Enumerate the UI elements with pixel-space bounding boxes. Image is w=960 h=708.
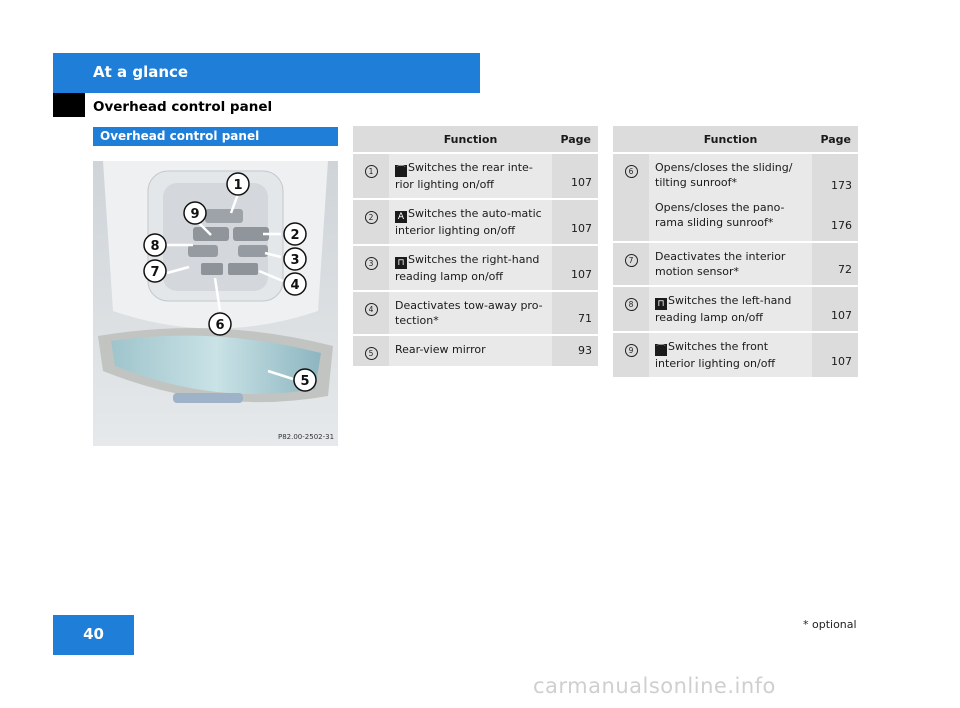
row-number-cell [353,200,389,244]
page-ref[interactable]: 107 [552,154,598,198]
page-ref[interactable]: 107 [812,287,858,331]
callout-7: 7 [150,265,160,280]
table-row [353,292,598,334]
table-row [353,246,598,290]
row-number-cell [353,154,389,198]
spacer [655,190,806,200]
function-cell [389,154,552,198]
row-number-cell [353,246,389,290]
function-text: Switches the auto-matic interior lighting on/off [395,207,542,237]
function-header: Function [649,126,812,152]
row-number: 9 [625,344,638,357]
footnote: * optional [803,618,857,631]
overhead-panel-photo [93,161,338,446]
left-reading-lamp-icon: ⊓ [655,298,667,310]
chapter-title: At a glance [93,63,189,81]
callout-2: 2 [290,228,300,243]
function-cell [649,333,812,377]
function-table-left [353,124,598,368]
row-number-cell [353,292,389,334]
function-cell [389,336,552,366]
num-header [613,126,649,152]
function-text: Deactivates tow-away pro-tection* [395,299,543,327]
row-number-cell [353,336,389,366]
row-number-cell [613,154,649,241]
function-text: Deactivates the interior motion sensor* [655,250,786,278]
page-ref[interactable]: 107 [552,200,598,244]
page-ref[interactable]: 173 [831,179,852,192]
spacer [818,193,852,218]
row-number: 8 [625,298,638,311]
function-text-secondary: Opens/closes the pano-rama sliding sunroof* [655,201,785,229]
callout-8: 8 [150,239,160,254]
num-header [353,126,389,152]
callout-6: 6 [215,318,225,333]
row-number: 6 [625,165,638,178]
page-ref-secondary[interactable]: 176 [831,219,852,232]
photo-reference-code: P82.00-2502-31 [278,433,335,441]
callout-9: 9 [190,207,200,222]
function-cell [389,200,552,244]
auto-interior-light-icon: A [395,211,407,223]
section-title: Overhead control panel [100,129,260,143]
function-cell [389,246,552,290]
row-number-cell [613,333,649,377]
function-cell [389,292,552,334]
page-ref[interactable]: 93 [552,336,598,366]
table-row [613,287,858,331]
function-text: Switches the front interior lighting on/off [655,340,776,370]
function-text: Opens/closes the sliding/ tilting sunroof* [655,161,793,189]
row-number: 7 [625,254,638,267]
page-cell [812,154,858,241]
callout-5: 5 [300,374,310,389]
function-cell [649,287,812,331]
function-text: Switches the left-hand reading lamp on/off [655,294,792,324]
page-subtitle: Overhead control panel [93,99,273,115]
function-cell [649,154,812,241]
right-reading-lamp-icon: ⊓ [395,257,407,269]
function-header: Function [389,126,552,152]
row-number-cell [613,287,649,331]
watermark: carmanualsonline.info [533,674,776,698]
table-row [613,333,858,377]
page-ref[interactable]: 72 [812,243,858,285]
page-ref[interactable]: 107 [812,333,858,377]
table-row [613,154,858,241]
function-cell [649,243,812,285]
table-row [353,154,598,198]
function-text: Switches the right-hand reading lamp on/off [395,253,540,283]
table-row [353,200,598,244]
row-number: 2 [365,211,378,224]
rear-interior-light-icon: ⌒ [396,166,406,176]
table-row [353,336,598,366]
callout-1: 1 [233,178,243,193]
page-header: Page [812,126,858,152]
function-table-right [613,124,858,379]
row-number: 1 [365,165,378,178]
callout-3: 3 [290,253,300,268]
row-number-cell [613,243,649,285]
front-interior-light-icon: ⌒ [656,345,666,355]
row-number: 4 [365,303,378,316]
table-row [613,243,858,285]
row-number: 3 [365,257,378,270]
function-text: Switches the rear inte-rior lighting on/off [395,161,533,191]
page-ref[interactable]: 107 [552,246,598,290]
function-text: Rear-view mirror [395,343,486,356]
page-number: 40 [83,625,104,643]
page-header: Page [552,126,598,152]
header-marker [53,93,85,117]
page-ref[interactable]: 71 [552,292,598,334]
row-number: 5 [365,347,378,360]
callout-4: 4 [290,278,300,293]
overhead-panel-illustration [93,161,338,446]
